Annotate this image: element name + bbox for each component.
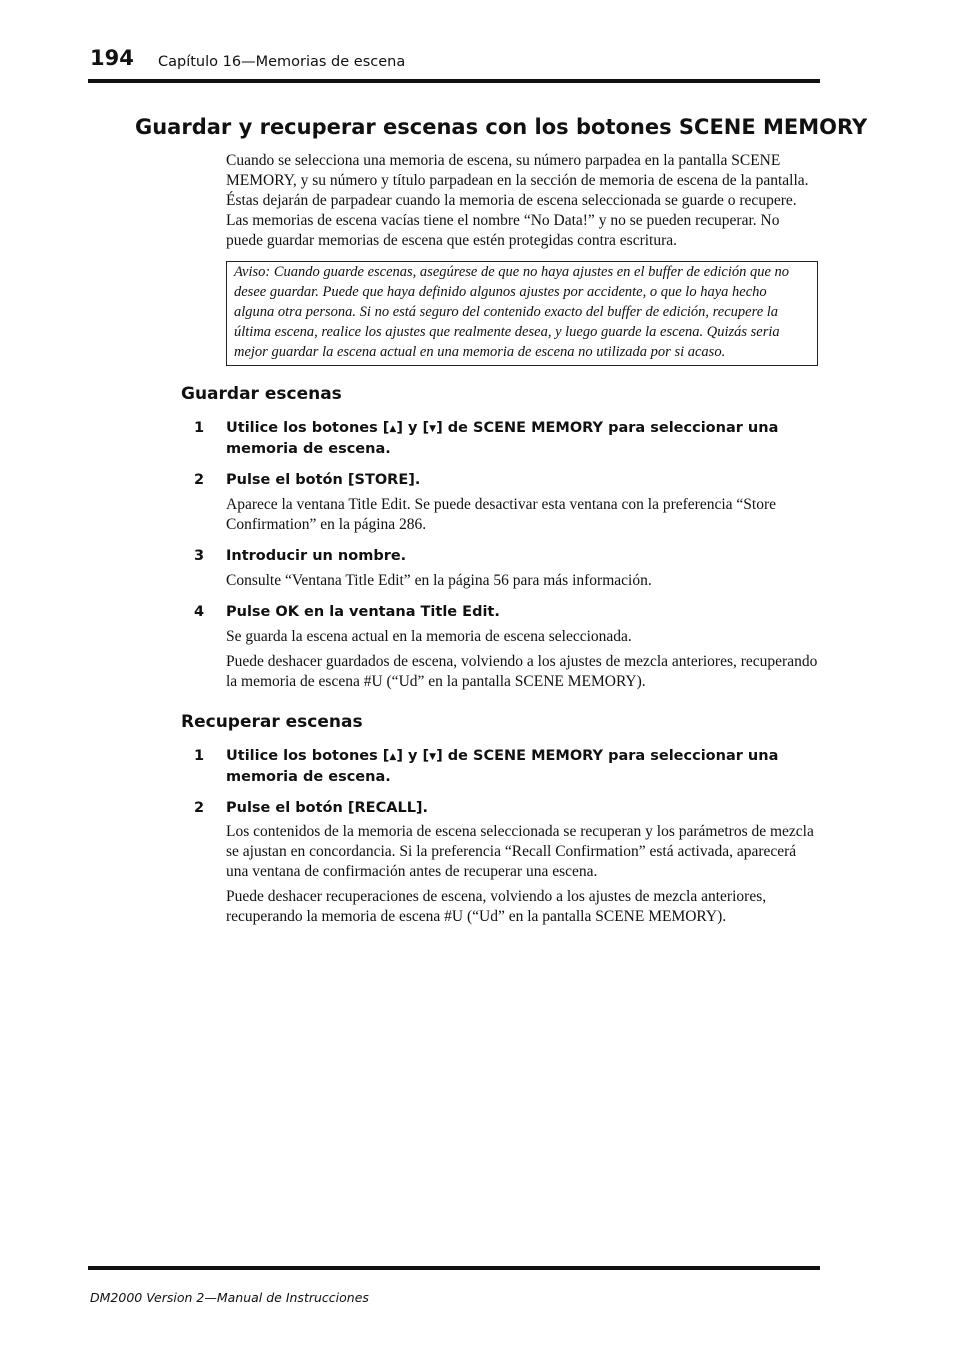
intro-paragraph: Cuando se selecciona una memoria de escena, su número parpadea en la pantalla SCENE MEMORY, y su número y título parpadean en la sección de memoria de escena de la pantalla. Éstas dejarán de parpadear cuando la memoria de escena seleccionada se guarde o recupere. Las memorias de escena vacías tiene el nombre “No Data!” y no se pueden recuperar. No puede guardar memorias de escena que estén protegidas contra escritura. [226,152,809,249]
header-rule [88,79,820,83]
down-arrow-icon: ▼ [429,752,437,762]
step-text: Pulse OK en la ventana Title Edit. [226,604,500,620]
save-step-2-body: Aparece la ventana Title Edit. Se puede desactivar esta ventana con la preferencia “Store Confirmation” en la página 286. [226,496,777,533]
down-arrow-icon: ▼ [429,424,437,434]
recall-heading: Recuperar escenas [181,712,363,732]
step-number: 1 [194,748,205,764]
step-number: 1 [194,420,205,436]
recall-step-2-body-1: Los contenidos de la memoria de escena seleccionada se recuperan y los parámetros de mezcla se ajustan en concordancia. Si la preferencia “Recall Confirmation” está activada, aparecerá una ventana de confirmación antes de recuperar una escena. [226,823,814,880]
recall-step-2-body-2: Puede deshacer recuperaciones de escena, volviendo a los ajustes de mezcla anteriores, recuperando la memoria de escena #U (“Ud” en la pantalla SCENE MEMORY). [226,888,767,925]
notice-box: Aviso: Cuando guarde escenas, asegúrese de que no haya ajustes en el buffer de edición que no desee guardar. Puede que haya definido algunos ajustes por accidente, o que lo haya hecho alguna otra persona. Si no está seguro del contenido exacto del buffer de edición, recupere la última escena, realice los ajustes que realmente desea, y luego guarde la escena. Quizás seria mejor guardar la escena actual en una memoria de escena no utilizada por si acaso. [226,261,818,366]
step-number: 3 [194,548,205,564]
page-number: 194 [90,46,134,70]
save-step-3-body: Consulte “Ventana Title Edit” en la página 56 para más información. [226,572,652,589]
step-text: Pulse el botón [RECALL]. [226,800,429,816]
chapter-title: Capítulo 16—Memorias de escena [158,54,406,70]
step-text: Utilice los botones [▲] y [▼] de SCENE MEMORY para seleccionar una memoria de escena. [226,420,779,457]
save-step-4-body-1: Se guarda la escena actual en la memoria de escena seleccionada. [226,628,632,645]
save-step-4-body-2: Puede deshacer guardados de escena, volviendo a los ajustes de mezcla anteriores, recuperando la memoria de escena #U (“Ud” en la pantalla SCENE MEMORY). [226,653,818,690]
step-number: 2 [194,800,205,816]
step-text: Utilice los botones [▲] y [▼] de SCENE MEMORY para seleccionar una memoria de escena. [226,748,779,785]
save-heading: Guardar escenas [181,384,342,404]
step-text: Introducir un nombre. [226,548,407,564]
section-title: Guardar y recuperar escenas con los botones SCENE MEMORY [135,115,868,139]
page-header [90,46,820,80]
footer-rule [88,1266,820,1270]
up-arrow-icon: ▲ [389,752,397,762]
footer-text: DM2000 Version 2—Manual de Instrucciones [90,1290,369,1305]
up-arrow-icon: ▲ [389,424,397,434]
step-number: 2 [194,472,205,488]
step-text: Pulse el botón [STORE]. [226,472,421,488]
step-number: 4 [194,604,205,620]
